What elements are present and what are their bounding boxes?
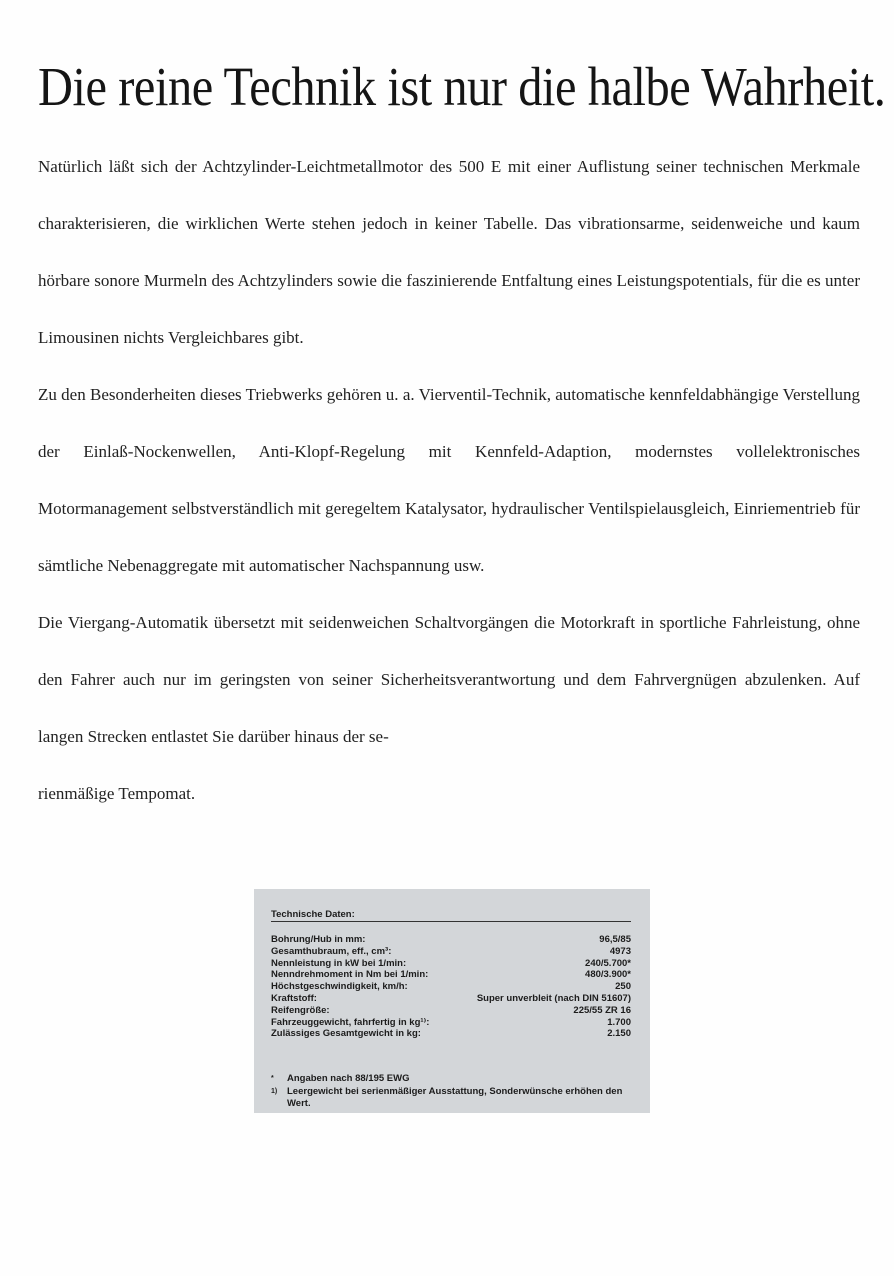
spec-label: Gesamthubraum, eff., cm³: xyxy=(271,945,392,957)
spec-value: 2.150 xyxy=(607,1028,631,1040)
spec-label: Nenndrehmoment in Nm bei 1/min: xyxy=(271,969,429,981)
paragraph-engine-features: Zu den Besonderheiten dieses Triebwerks gehören u. a. Vierventil-Technik, automatische kennfeldabhängige Verstellung der Einlaß-Nockenwellen, Anti-Klopf-Regelung mit Kennfeld-Adaption, modernstes vollelektronisches Motormanagement selbstverständlich mit geregeltem Katalysator, hydraulischer Ventilspielausgleich, Einriementrieb für sämtliche Nebenaggregate mit automatischer Nachspannung usw. xyxy=(38,385,860,575)
spec-row xyxy=(271,1017,631,1029)
spec-label: Nennleistung in kW bei 1/min: xyxy=(271,957,407,969)
footnote-mark: 1) xyxy=(271,1087,278,1095)
body-text xyxy=(38,138,860,822)
spec-value: Super unverbleit (nach DIN 51607) xyxy=(476,992,631,1004)
spec-label: Fahrzeuggewicht, fahrfertig in kg¹⁾: xyxy=(271,1016,430,1028)
spec-value: 250 xyxy=(615,981,631,993)
paragraph-engine-character: Natürlich läßt sich der Achtzylinder-Leichtmetallmotor des 500 E mit einer Auflistung seiner technischen Merkmale charakterisieren, die wirklichen Werte stehen jedoch in keiner Tabelle. Das vibrationsarme, seidenweiche und kaum hörbare sonore Murmeln des Achtzylinders sowie die faszinierende Entfaltung eines Leistungspotentials, für die es unter Limousinen nichts Vergleichbares gibt. xyxy=(38,157,860,347)
spec-row xyxy=(271,934,631,946)
spec-row xyxy=(271,1028,631,1040)
spec-value: 240/5.700* xyxy=(585,957,631,969)
spec-label: Reifengröße: xyxy=(271,1004,330,1016)
spec-value: 225/55 ZR 16 xyxy=(573,1004,631,1016)
page-headline: Die reine Technik ist nur die halbe Wahrheit. xyxy=(38,56,886,117)
spec-row xyxy=(271,969,631,981)
spec-row xyxy=(271,958,631,970)
spec-label: Zulässiges Gesamtgewicht in kg: xyxy=(271,1028,421,1040)
spec-value: 96,5/85 xyxy=(599,934,631,945)
spec-value: 480/3.900* xyxy=(585,969,631,981)
spec-row xyxy=(271,1005,631,1017)
spec-label: Höchstgeschwindigkeit, km/h: xyxy=(271,981,408,993)
footnote-text: Leergewicht bei serienmäßiger Ausstattung, Sonderwünsche erhöhen den Wert. xyxy=(287,1085,623,1109)
footnote-mark: * xyxy=(271,1075,274,1082)
paragraph-transmission: Die Viergang-Automatik übersetzt mit seidenweichen Schaltvorgängen die Motorkraft in sportliche Fahrleistung, ohne den Fahrer auch nur im geringsten von seiner Sicherheitsverantwortung und dem Fahrvergnügen abzulenken. Auf langen Strecken entlastet Sie darüber hinaus der se- xyxy=(38,613,860,746)
spec-label: Kraftstoff: xyxy=(271,992,317,1004)
technical-data-box xyxy=(254,889,650,1113)
spec-value: 1.700 xyxy=(607,1016,631,1028)
spec-label: Bohrung/Hub in mm: xyxy=(271,934,366,945)
footnote xyxy=(271,1085,641,1109)
paragraph-tempomat: rienmäßige Tempomat. xyxy=(38,784,196,803)
spec-row xyxy=(271,946,631,958)
technical-data-table xyxy=(271,934,631,1040)
spec-row xyxy=(271,993,631,1005)
technical-data-footnotes xyxy=(271,1073,641,1109)
spec-row xyxy=(271,981,631,993)
footnote-text: Angaben nach 88/195 EWG xyxy=(287,1073,410,1084)
footnote xyxy=(271,1073,641,1086)
spec-value: 4973 xyxy=(609,945,631,957)
technical-data-title: Technische Daten: xyxy=(271,909,631,922)
